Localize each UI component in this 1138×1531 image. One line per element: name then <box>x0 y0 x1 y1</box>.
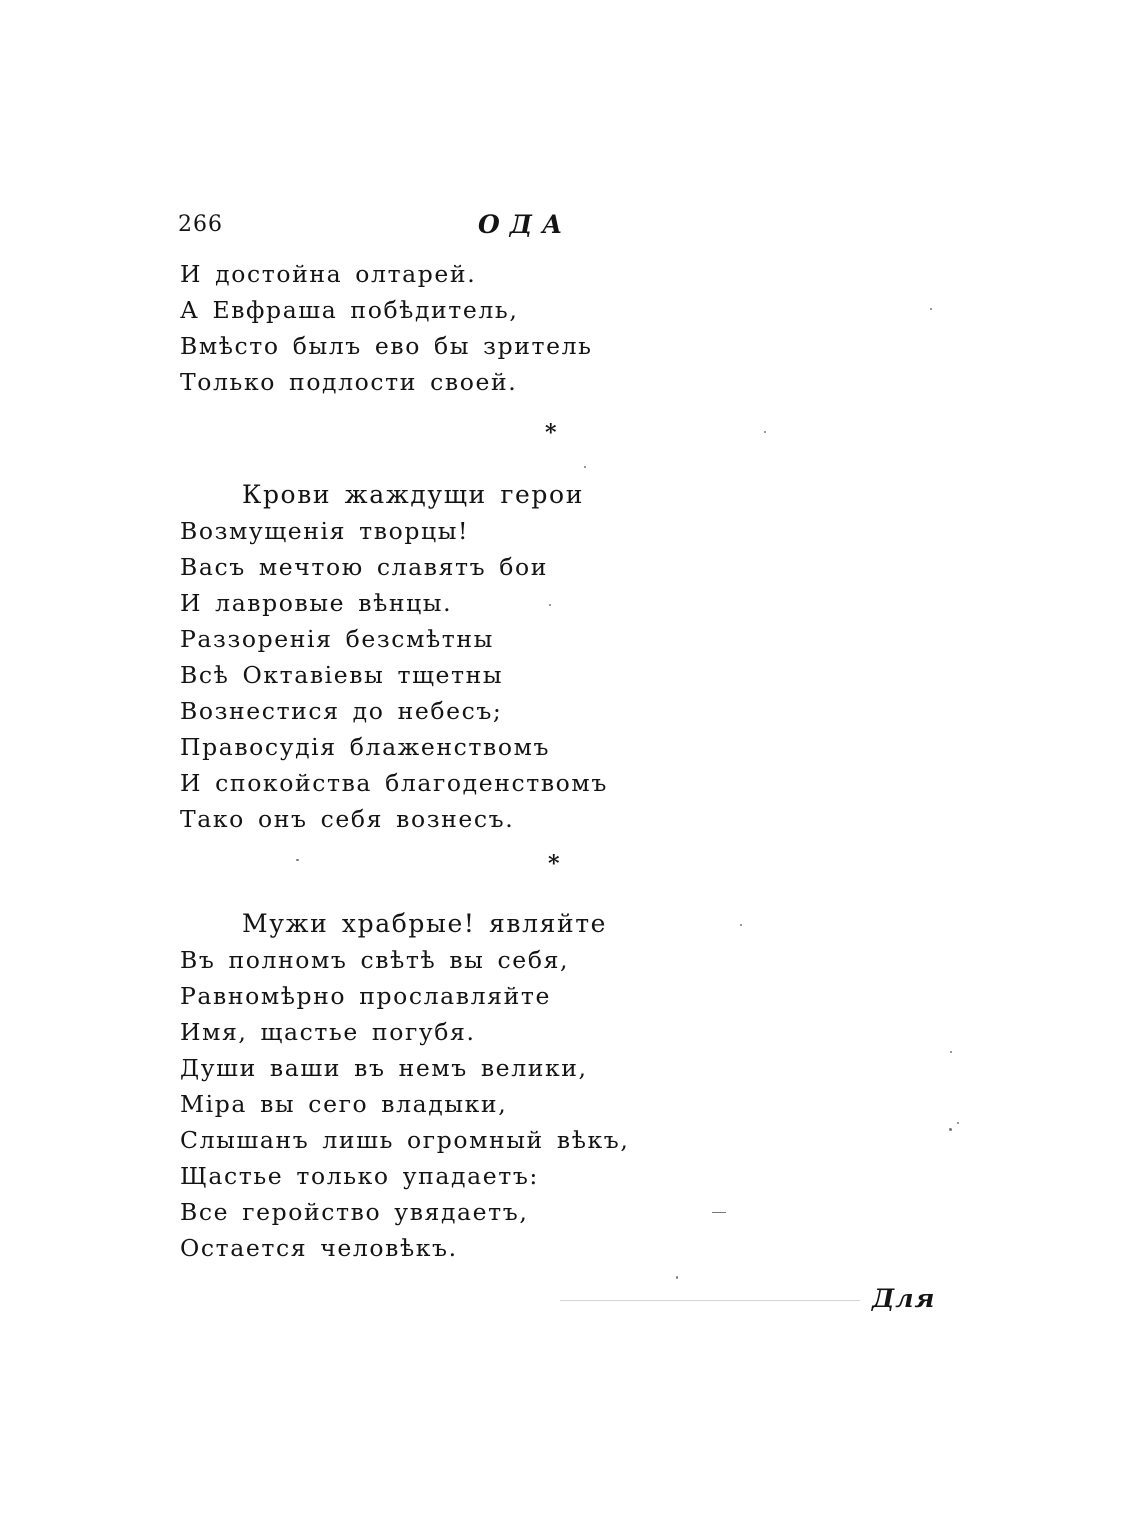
scan-speck <box>957 1122 959 1124</box>
stanza-2 <box>180 477 608 837</box>
scan-speck <box>950 1051 952 1053</box>
scan-speck <box>584 466 586 468</box>
verse-line: Щастье только упадаетъ: <box>180 1162 539 1190</box>
stanza-3 <box>180 906 629 1266</box>
verse-line: И лавровые вѣнцы. <box>180 589 453 617</box>
verse-line: Мужи храбрые! являйте <box>242 909 608 938</box>
verse-line: А Евфраша побѣдитель, <box>180 296 519 324</box>
verse-line: Имя, щастье погубя. <box>180 1018 476 1046</box>
verse-line: Васъ мечтою славятъ бои <box>180 553 549 581</box>
scan-speck <box>549 604 551 606</box>
page-header <box>178 212 598 248</box>
scan-speck <box>949 1128 952 1131</box>
page-number: 266 <box>178 212 223 237</box>
stanza-separator-asterisk: * <box>545 420 557 446</box>
scan-speck <box>930 308 932 310</box>
verse-line: Всѣ Октавіевы тщетны <box>180 661 504 689</box>
verse-line: Возмущенія творцы! <box>180 517 470 545</box>
scan-speck <box>296 859 299 861</box>
verse-line: И достойна олтарей. <box>180 260 477 288</box>
verse-line: Въ полномъ свѣтѣ вы себя, <box>180 946 570 974</box>
verse-line: Равномѣрно прославляйте <box>180 982 551 1010</box>
verse-line: Міра вы сего владыки, <box>180 1090 508 1118</box>
verse-line: Души ваши въ немъ велики, <box>180 1054 588 1082</box>
verse-line: Вмѣсто былъ ево бы зритель <box>180 332 593 360</box>
verse-line: Раззоренія безсмѣтны <box>180 625 494 653</box>
verse-line: Тако онъ себя вознесъ. <box>180 805 515 833</box>
verse-line: Слышанъ лишь огромный вѣкъ, <box>180 1126 630 1154</box>
verse-line: Только подлости своей. <box>180 368 518 396</box>
scan-speck <box>712 1212 726 1213</box>
stanza-separator-asterisk: * <box>548 851 560 877</box>
verse-line: Правосудія блаженствомъ <box>180 733 551 761</box>
stanza-1 <box>180 256 593 400</box>
scan-speck <box>740 924 742 926</box>
verse-line: Вознестися до небесъ; <box>180 697 503 725</box>
verse-line: И спокойства благоденствомъ <box>180 769 608 797</box>
scan-speck <box>560 1300 860 1301</box>
running-title: ОДА <box>478 210 573 239</box>
verse-line: Крови жаждущи герои <box>242 480 584 509</box>
scan-speck <box>676 1276 678 1279</box>
catchword: Для <box>872 1284 936 1313</box>
verse-line: Все геройство увядаетъ, <box>180 1198 529 1226</box>
verse-line: Остается человѣкъ. <box>180 1234 458 1262</box>
scan-speck <box>764 431 766 433</box>
